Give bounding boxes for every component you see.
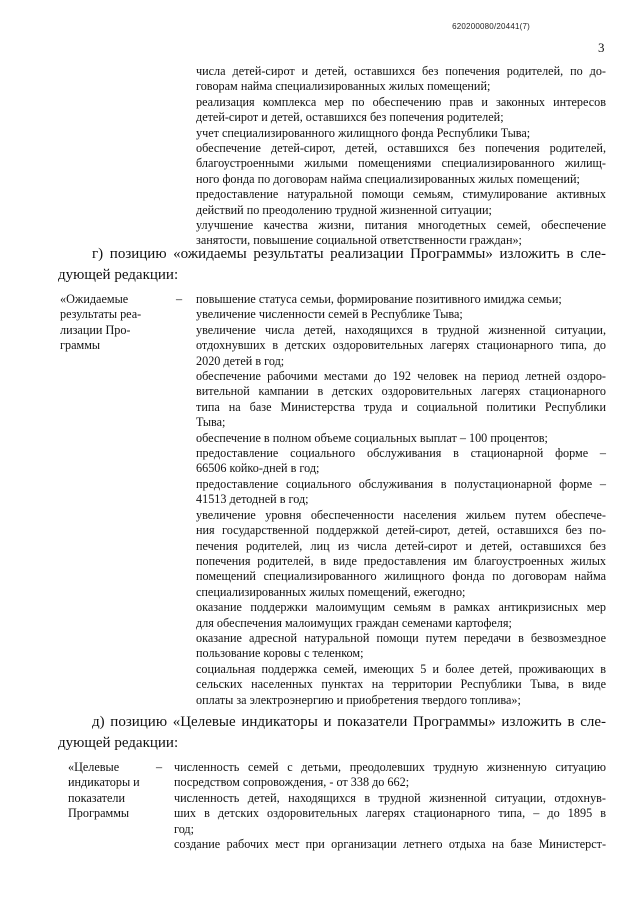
text-line: повышение статуса семьи, формирование позитивного имиджа семьи; — [196, 292, 562, 306]
text-line: социальная поддержка семей, имеющих 5 и более детей, проживающих в — [196, 661, 606, 676]
item-g-paragraph — [58, 244, 606, 286]
text-line: пользование коровы с теленком; — [196, 646, 364, 661]
label-line: «Ожидаемые — [60, 292, 129, 306]
text-line: увеличение численности семей в Республике Тыва; — [196, 307, 463, 322]
text-line: обеспечение рабочими местами до 192 человек на период летней оздоро- — [196, 369, 606, 384]
text-line: печения родителей, лиц из числа детей-сирот и детей, оставшихся без — [196, 538, 606, 553]
label-line: граммы — [60, 338, 101, 353]
text-line: вительной кампании в детских оздоровительных лагерях стационарного — [196, 384, 606, 399]
label-line: лизации Про- — [60, 322, 131, 337]
results-list — [196, 292, 606, 708]
indicators-list — [174, 760, 606, 852]
text-line: для обеспечения малоимущих граждан семенами картофеля; — [196, 615, 512, 630]
text-line: попечения родителей, в виде предоставления им благоустроенных жилых — [196, 553, 606, 568]
document-id: 620200080/20441(7) — [452, 22, 530, 31]
text-line: оплаты за электроэнергию и приобретения твердого топлива»; — [196, 692, 521, 707]
text-line: Тыва; — [196, 415, 226, 430]
text-line: отдохнувших в детских оздоровительных лагерях стационарного типа, до — [196, 338, 606, 353]
text-line: 2020 детей в год; — [196, 353, 285, 368]
text-line: говорам найма специализированных жилых помещений; — [196, 79, 491, 94]
text-line: типа на базе Министерства труда и социальной политики Республики — [196, 399, 606, 414]
label-line: результаты реа- — [60, 307, 142, 322]
text-line: оказание адресной натуральной помощи путем передачи в безвозмездное — [196, 630, 606, 645]
text-line: численность детей, находящихся в трудной жизненной ситуации, отдохнув- — [174, 790, 606, 805]
continuation-list — [196, 64, 606, 249]
text-line: занятости, повышение социальной ответственности граждан»; — [196, 233, 522, 248]
text-line: 41513 детодней в год; — [196, 492, 309, 507]
text-line: реализация комплекса мер по обеспечению прав и законных интересов — [196, 94, 606, 109]
text-line: оказание поддержки малоимущим семьям в рамках антикризисных мер — [196, 600, 606, 615]
text-line: учет специализированного жилищного фонда Республики Тыва; — [196, 125, 531, 140]
text-line: улучшение качества жизни, питания многодетных семей, обеспечение — [196, 218, 606, 233]
text-line: сельских населенных пунктах на территории Республики Тыва, в виде — [196, 677, 606, 692]
indicators-label — [68, 760, 140, 822]
text-line: числа детей-сирот и детей, оставшихся без попечения родителей, по до- — [196, 64, 606, 78]
text-line: специализированных жилых помещений, ежегодно; — [196, 584, 466, 599]
text-line: создание рабочих мест при организации летнего отдыха на базе Министерст- — [174, 837, 606, 852]
label-line: «Целевые — [68, 760, 120, 774]
text-line: увеличение числа детей, находящихся в трудной жизненной ситуации, — [196, 322, 606, 337]
results-dash: – — [176, 292, 183, 306]
text-line: посредством сопровождения, - от 338 до 662; — [174, 775, 410, 790]
text-line: 66506 койко-дней в год; — [196, 461, 320, 476]
paragraph-line: г) позицию «ожидаемы результаты реализации Программы» изложить в сле- — [92, 246, 606, 262]
text-line: ния государственной поддержкой детей-сирот, детей, оставшихся без по- — [196, 523, 606, 538]
text-line: предоставление социального обслуживания в стационарной форме – — [196, 446, 606, 461]
text-line: численность семей с детьми, преодолевших трудную жизненную ситуацию — [174, 760, 606, 774]
label-line: индикаторы и — [68, 775, 140, 790]
text-line: действий по преодолению трудной жизненной ситуации; — [196, 202, 492, 217]
label-line: Программы — [68, 806, 130, 821]
paragraph-line: дующей редакции: — [58, 735, 179, 751]
paragraph-line: дующей редакции: — [58, 267, 179, 283]
indicators-dash: – — [156, 760, 163, 774]
text-line: увеличение уровня обеспеченности населения жильем путем обеспече- — [196, 507, 606, 522]
label-line: показатели — [68, 790, 126, 805]
text-line: обеспечение в полном объеме социальных выплат – 100 процентов; — [196, 430, 548, 445]
text-line: ного фонда по договорам найма специализированных жилых помещений; — [196, 171, 580, 186]
text-line: ших в детских оздоровительных лагерях стационарного типа, – до 1895 в — [174, 806, 606, 821]
page-number: 3 — [598, 40, 605, 55]
text-line: детей-сирот и детей, оставшихся без попечения родителей; — [196, 110, 504, 125]
text-line: год; — [174, 821, 195, 836]
paragraph-line: д) позицию «Целевые индикаторы и показатели Программы» изложить в сле- — [92, 714, 606, 730]
text-line: помещений специализированного жилищного фонда по договорам найма — [196, 569, 606, 584]
item-d-paragraph — [58, 712, 606, 754]
text-line: обеспечение детей-сирот, детей, оставшихся без попечения родителей, — [196, 141, 606, 156]
text-line: предоставление социального обслуживания в полустационарной форме – — [196, 476, 606, 491]
results-label — [60, 292, 141, 354]
text-line: благоустроенными жилыми помещениями специализированного жилищ- — [196, 156, 606, 171]
text-line: предоставление натуральной помощи семьям, стимулирование активных — [196, 187, 606, 202]
